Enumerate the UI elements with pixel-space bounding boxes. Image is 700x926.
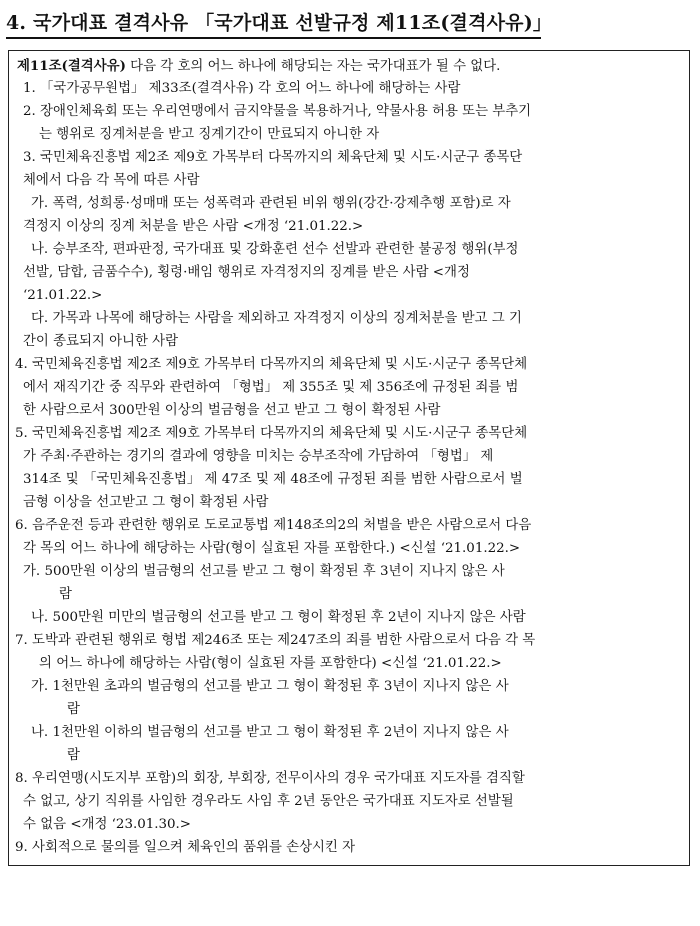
item-1: 1. 「국가공무원법」 제33조(결격사유) 각 호의 어느 하나에 해당하는 사람 <box>23 81 461 96</box>
item-4-cont-1: 에서 재직기간 중 직무와 관련하여 「형법」 제 355조 및 제 356조에 규정된 죄를 범 <box>23 380 519 395</box>
item-3-da-cont: 간이 종료되지 아니한 사람 <box>23 334 179 349</box>
title-underline <box>6 37 541 39</box>
article-heading: 제11조(결격사유) <box>17 58 126 74</box>
item-3-na-date: ‘21.01.22.> <box>23 288 103 303</box>
article-intro-text: 다음 각 호의 어느 하나에 해당되는 자는 국가대표가 될 수 없다. <box>125 59 501 74</box>
item-6-cont: 각 목의 어느 하나에 해당하는 사람(형이 실효된 자를 포함한다.) <신설 ‘21.01.22.> <box>23 541 521 556</box>
regulation-box <box>8 50 690 866</box>
item-6: 6. 음주운전 등과 관련한 행위로 도로교통법 제148조의2의 처벌을 받은 사람으로서 다음 <box>15 518 532 533</box>
item-5-cont-3: 금형 이상을 선고받고 그 형이 확정된 사람 <box>23 495 269 510</box>
article-intro <box>17 57 500 76</box>
item-8: 8. 우리연맹(시도지부 포함)의 회장, 부회장, 전무이사의 경우 국가대표 지도자를 겸직할 <box>15 771 525 786</box>
item-6-na: 나. 500만원 미만의 벌금형의 선고를 받고 그 형이 확정된 후 2년이 지나지 않은 사람 <box>31 610 526 625</box>
item-2-cont: 는 행위로 징계처분을 받고 징계기간이 만료되지 아니한 자 <box>39 127 380 142</box>
item-3: 3. 국민체육진흥법 제2조 제9호 가목부터 다목까지의 체육단체 및 시도·시군구 종목단 <box>23 150 523 165</box>
item-5: 5. 국민체육진흥법 제2조 제9호 가목부터 다목까지의 체육단체 및 시도·시군구 종목단체 <box>15 426 528 441</box>
document-title: 4. 국가대표 결격사유 「국가대표 선발규정 제11조(결격사유)」 <box>6 12 553 34</box>
item-7-ga-cont: 람 <box>67 702 80 717</box>
item-3-na: 나. 승부조작, 편파판정, 국가대표 및 강화훈련 선수 선발과 관련한 불공정 행위(부정 <box>31 242 519 257</box>
item-8-cont-2: 수 없음 <개정 ‘23.01.30.> <box>23 817 192 832</box>
item-6-ga: 가. 500만원 이상의 벌금형의 선고를 받고 그 형이 확정된 후 3년이 지나지 않은 사 <box>23 564 505 579</box>
item-3-da: 다. 가목과 나목에 해당하는 사람을 제외하고 자격정지 이상의 징계처분을 받고 그 기 <box>31 311 522 326</box>
item-8-cont-1: 수 없고, 상기 직위를 사임한 경우라도 사임 후 2년 동안은 국가대표 지도자로 선발될 <box>23 794 514 809</box>
item-5-cont-1: 가 주최·주관하는 경기의 결과에 영향을 미치는 승부조작에 가담하여 「형법」 제 <box>23 449 494 464</box>
item-3-ga: 가. 폭력, 성희롱·성매매 또는 성폭력과 관련된 비위 행위(강간·강제추행 포함)로 자 <box>31 196 511 211</box>
item-4: 4. 국민체육진흥법 제2조 제9호 가목부터 다목까지의 체육단체 및 시도·시군구 종목단체 <box>15 357 528 372</box>
item-2: 2. 장애인체육회 또는 우리연맹에서 금지약물을 복용하거나, 약물사용 허용 또는 부추기 <box>23 104 532 119</box>
item-7-cont: 의 어느 하나에 해당하는 사람(형이 실효된 자를 포함한다) <신설 ‘21.01.22.> <box>39 656 502 671</box>
item-9: 9. 사회적으로 물의를 일으켜 체육인의 품위를 손상시킨 자 <box>15 840 356 855</box>
item-7-na: 나. 1천만원 이하의 벌금형의 선고를 받고 그 형이 확정된 후 2년이 지나지 않은 사 <box>31 725 509 740</box>
item-3-cont: 체에서 다음 각 목에 따른 사람 <box>23 173 200 188</box>
item-6-ga-cont: 람 <box>59 587 72 602</box>
item-3-na-cont: 선발, 담합, 금품수수), 횡령·배임 행위로 자격정지의 징계를 받은 사람 <개정 <box>23 265 470 280</box>
item-3-ga-cont: 격정지 이상의 징계 처분을 받은 사람 <개정 ‘21.01.22.> <box>23 219 364 234</box>
item-7-na-cont: 람 <box>67 748 80 763</box>
item-7: 7. 도박과 관련된 행위로 형법 제246조 또는 제247조의 죄를 범한 사람으로서 다음 각 목 <box>15 633 536 648</box>
item-4-cont-2: 한 사람으로서 300만원 이상의 벌금형을 선고 받고 그 형이 확정된 사람 <box>23 403 441 418</box>
item-7-ga: 가. 1천만원 초과의 벌금형의 선고를 받고 그 형이 확정된 후 3년이 지나지 않은 사 <box>31 679 509 694</box>
item-5-cont-2: 314조 및 「국민체육진흥법」 제 47조 및 제 48조에 규정된 죄를 범한 사람으로서 벌 <box>23 472 523 487</box>
